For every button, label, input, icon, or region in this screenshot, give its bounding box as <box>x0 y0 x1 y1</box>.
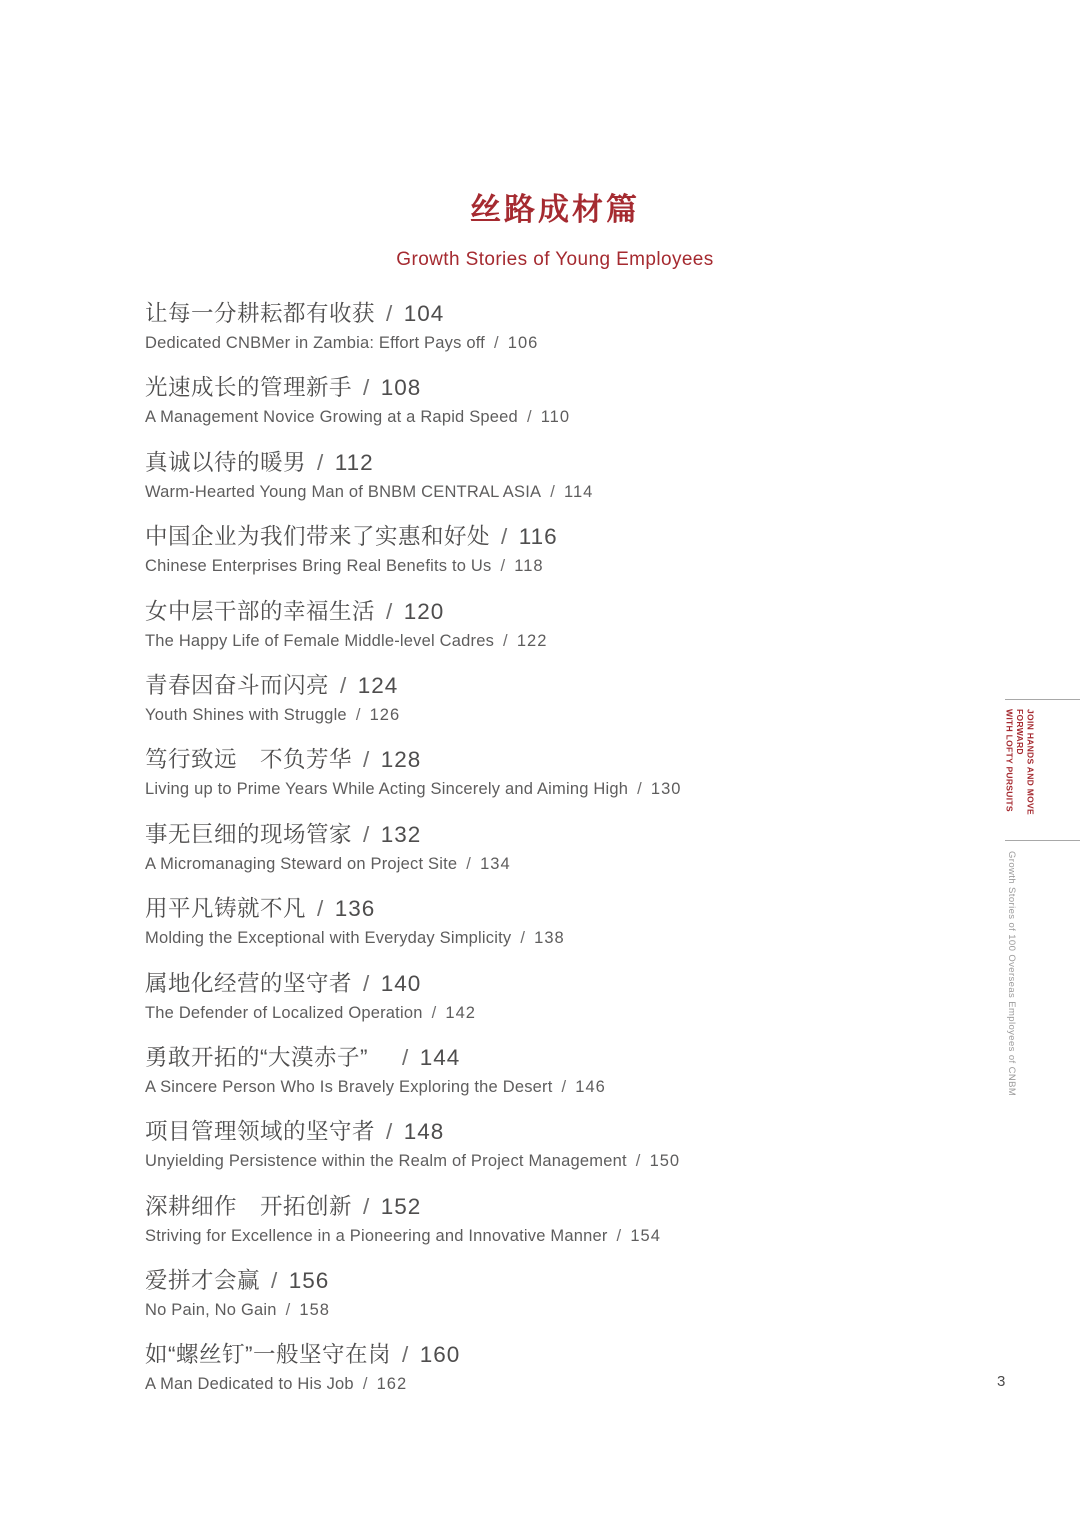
toc-entry-english-text: The Happy Life of Female Middle-level Cadres <box>145 631 495 650</box>
toc-separator: / <box>363 1193 370 1219</box>
toc-entry-english-text: A Management Novice Growing at a Rapid Speed <box>145 408 518 427</box>
toc-entry-english-text: Living up to Prime Years While Acting Sincerely and Aiming High <box>145 780 629 799</box>
toc-entry-english-page: 134 <box>480 854 511 873</box>
toc-entry-title-chinese <box>145 1267 865 1295</box>
toc-entry-english-text: A Man Dedicated to His Job <box>145 1375 354 1394</box>
toc-separator: / <box>386 301 393 326</box>
toc-entry <box>145 672 865 746</box>
toc-entry-english-page: 114 <box>564 482 594 501</box>
toc-entry-title-chinese <box>145 746 865 774</box>
toc-entry-chinese-text: 女中层干部的幸福生活 <box>145 598 376 624</box>
toc-separator: / <box>501 524 508 550</box>
toc-entry <box>145 523 865 597</box>
toc-separator: / <box>561 1077 567 1096</box>
toc-separator: / <box>386 1119 393 1145</box>
toc-entry-title-english <box>145 1372 865 1397</box>
toc-entry-english-page: 162 <box>376 1375 408 1394</box>
toc-entry-english-text: A Sincere Person Who Is Bravely Exploring the Desert <box>145 1077 553 1096</box>
toc-entry <box>145 598 865 672</box>
toc-separator: / <box>402 1044 409 1070</box>
section-title-chinese: 丝路成材篇 <box>470 192 640 227</box>
toc-entry-english-text: No Pain, No Gain <box>145 1301 277 1320</box>
toc-entry-title-chinese <box>145 300 865 328</box>
toc-entry-chinese-text: 青春因奋斗而闪亮 <box>145 672 330 698</box>
toc-separator: / <box>317 449 324 475</box>
toc-entry-chinese-text: 真诚以待的暖男 <box>145 449 307 475</box>
toc-entry <box>145 970 865 1044</box>
sidebar-slogan-line1: JOIN HANDS AND MOVE FORWARD <box>1015 709 1036 815</box>
toc-list <box>145 300 865 1416</box>
toc-entry-chinese-page: 132 <box>380 821 422 847</box>
toc-entry-title-english <box>145 405 865 430</box>
toc-separator: / <box>363 747 370 773</box>
toc-entry-chinese-page: 124 <box>357 672 399 698</box>
toc-entry <box>145 300 865 374</box>
toc-entry-english-text: Warm-Hearted Young Man of BNBM CENTRAL ASIA <box>145 482 542 501</box>
toc-entry-english-text: Youth Shines with Struggle <box>145 705 347 724</box>
toc-entry-chinese-text: 让每一分耕耘都有收获 <box>145 301 376 326</box>
toc-entry-chinese-text: 中国企业为我们带来了实惠和好处 <box>145 524 491 550</box>
toc-entry-title-english <box>145 703 865 728</box>
toc-entry-chinese-text: 事无巨细的现场管家 <box>145 821 353 847</box>
toc-entry-chinese-page: 108 <box>380 375 422 401</box>
toc-entry-english-page: 126 <box>369 705 401 724</box>
toc-separator: / <box>526 408 532 427</box>
toc-entry-english-text: Molding the Exceptional with Everyday Simplicity <box>145 929 512 948</box>
toc-entry-title-chinese <box>145 1341 865 1369</box>
toc-entry-chinese-page: 140 <box>380 970 422 996</box>
toc-entry-chinese-page: 128 <box>380 747 422 773</box>
section-header <box>145 0 965 271</box>
toc-entry-title-english <box>145 1224 865 1249</box>
toc-entry-english-page: 118 <box>514 557 544 576</box>
toc-entry <box>145 1341 865 1415</box>
toc-separator: / <box>635 1152 641 1171</box>
toc-entry-title-english <box>145 331 865 356</box>
toc-separator: / <box>520 929 526 948</box>
toc-entry <box>145 746 865 820</box>
toc-separator: / <box>637 780 642 799</box>
toc-entry-chinese-page: 116 <box>518 524 558 550</box>
toc-entry-title-chinese <box>145 1193 865 1221</box>
toc-entry <box>145 374 865 448</box>
sidebar-caption-vertical: Growth Stories of 100 Overseas Employees of CNBM <box>1006 851 1017 1097</box>
toc-entry-chinese-text: 如“螺丝钉”一般坚守在岗 <box>145 1342 391 1368</box>
toc-entry-chinese-page: 120 <box>403 598 445 624</box>
toc-entry-chinese-page: 156 <box>288 1268 330 1294</box>
toc-entry-english-page: 154 <box>630 1226 661 1245</box>
toc-entry-title-english <box>145 1075 865 1100</box>
toc-separator: / <box>271 1268 278 1294</box>
toc-entry-title-english <box>145 1298 865 1323</box>
toc-entry-english-page: 130 <box>650 780 682 799</box>
toc-entry-english-text: Striving for Excellence in a Pioneering and Innovative Manner <box>145 1226 608 1245</box>
toc-entry-title-english <box>145 554 865 579</box>
toc-separator: / <box>493 334 499 352</box>
toc-separator: / <box>363 970 370 996</box>
toc-separator: / <box>285 1301 291 1320</box>
toc-entry-english-page: 146 <box>575 1077 606 1096</box>
toc-entry-chinese-page: 148 <box>403 1119 445 1145</box>
toc-separator: / <box>550 482 555 501</box>
toc-entry-title-english <box>145 480 865 505</box>
toc-entry <box>145 449 865 523</box>
sidebar-slogan-line2: WITH LOFTY PURSUITS <box>1004 709 1015 812</box>
toc-entry-title-chinese <box>145 970 865 998</box>
toc-entry <box>145 1267 865 1341</box>
toc-entry-english-page: 158 <box>299 1301 330 1320</box>
toc-entry-chinese-text: 属地化经营的坚守者 <box>145 970 353 996</box>
sidebar-rule-bottom <box>1005 840 1080 841</box>
toc-entry-english-text: A Micromanaging Steward on Project Site <box>145 854 458 873</box>
toc-entry-chinese-page: 144 <box>419 1044 461 1070</box>
toc-entry <box>145 1044 865 1118</box>
section-title-english: Growth Stories of Young Employees <box>396 249 714 270</box>
toc-entry-title-english <box>145 1149 865 1174</box>
toc-separator: / <box>362 1375 368 1394</box>
toc-entry-chinese-text: 爱拼才会赢 <box>145 1268 261 1294</box>
toc-entry <box>145 821 865 895</box>
toc-entry-english-page: 138 <box>534 929 565 948</box>
toc-separator: / <box>503 631 508 650</box>
sidebar-slogan-vertical <box>1004 709 1036 835</box>
toc-entry-english-text: The Defender of Localized Operation <box>145 1003 423 1022</box>
toc-separator: / <box>363 821 370 847</box>
toc-entry-chinese-text: 深耕细作 开拓创新 <box>145 1193 353 1219</box>
toc-entry-title-chinese <box>145 1118 865 1146</box>
toc-entry-title-chinese <box>145 821 865 849</box>
toc-entry-title-chinese <box>145 1044 865 1072</box>
toc-entry-english-page: 110 <box>540 408 571 427</box>
toc-entry-title-english <box>145 852 865 877</box>
toc-entry-chinese-page: 112 <box>334 449 374 475</box>
toc-entry-title-english <box>145 926 865 951</box>
toc-separator: / <box>386 598 393 624</box>
toc-entry <box>145 895 865 969</box>
toc-entry-chinese-text: 光速成长的管理新手 <box>145 375 353 401</box>
toc-entry-chinese-page: 136 <box>334 896 376 922</box>
toc-entry-chinese-text: 用平凡铸就不凡 <box>145 896 307 922</box>
toc-entry-english-page: 122 <box>516 631 548 650</box>
page-number: 3 <box>997 1373 1006 1390</box>
toc-entry-title-chinese <box>145 672 865 700</box>
toc-entry-english-text: Unyielding Persistence within the Realm of Project Management <box>145 1152 627 1171</box>
toc-entry-title-english <box>145 1001 865 1026</box>
toc-entry-english-page: 106 <box>507 334 539 352</box>
toc-entry-chinese-text: 笃行致远 不负芳华 <box>145 747 353 773</box>
toc-separator: / <box>466 854 472 873</box>
toc-entry <box>145 1118 865 1192</box>
toc-entry-title-chinese <box>145 449 865 477</box>
toc-entry-title-english <box>145 629 865 654</box>
toc-entry-chinese-text: 勇敢开拓的“大漠赤子” <box>145 1044 391 1070</box>
toc-separator: / <box>616 1226 622 1245</box>
toc-entry-english-text: Chinese Enterprises Bring Real Benefits to Us <box>145 557 492 576</box>
toc-separator: / <box>340 672 347 698</box>
toc-entry-chinese-text: 项目管理领域的坚守者 <box>145 1119 376 1145</box>
toc-entry-chinese-page: 160 <box>419 1342 461 1368</box>
toc-entry-chinese-page: 104 <box>403 301 445 326</box>
toc-entry-english-text: Dedicated CNBMer in Zambia: Effort Pays off <box>145 334 485 352</box>
toc-entry-english-page: 150 <box>649 1152 681 1171</box>
toc-separator: / <box>363 375 370 401</box>
sidebar-rule-top <box>1005 699 1080 700</box>
toc-separator: / <box>355 705 361 724</box>
toc-entry-title-chinese <box>145 523 865 551</box>
toc-entry <box>145 1193 865 1267</box>
toc-separator: / <box>431 1003 437 1022</box>
toc-entry-title-chinese <box>145 895 865 923</box>
toc-separator: / <box>500 557 506 576</box>
toc-entry-english-page: 142 <box>445 1003 476 1022</box>
toc-entry-title-chinese <box>145 374 865 402</box>
toc-separator: / <box>317 896 324 922</box>
toc-entry-title-chinese <box>145 598 865 626</box>
toc-separator: / <box>402 1342 409 1368</box>
toc-entry-chinese-page: 152 <box>380 1193 422 1219</box>
toc-entry-title-english <box>145 777 865 802</box>
